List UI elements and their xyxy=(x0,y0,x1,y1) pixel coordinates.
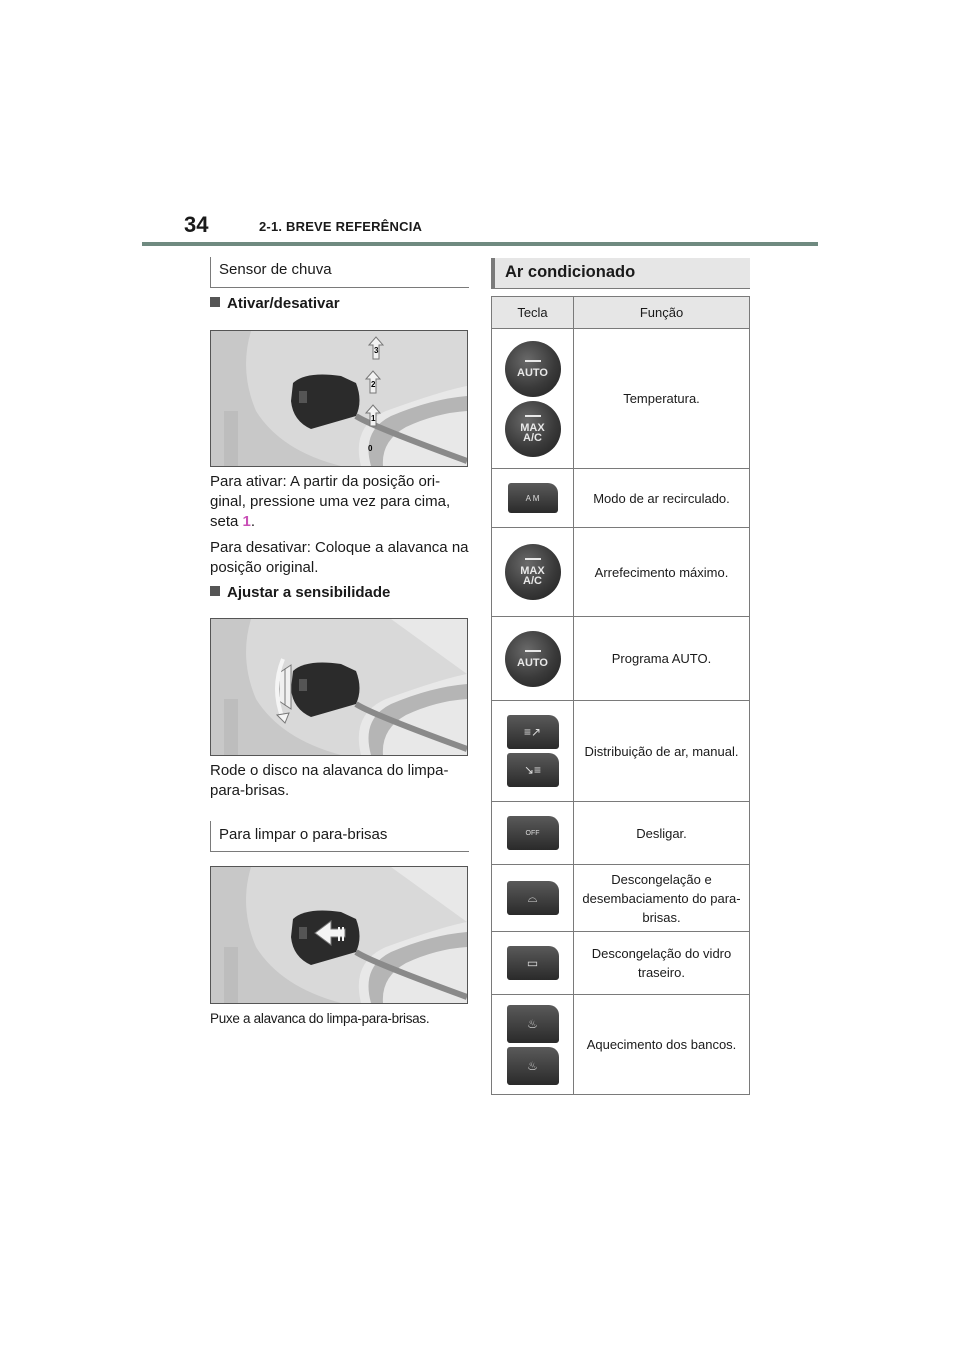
sensor-subhead: Sensor de chuva xyxy=(210,257,469,288)
function-cell: Distribuição de ar, manual. xyxy=(574,701,750,802)
ac-table xyxy=(491,296,750,1095)
seat-heating-icon: ♨ xyxy=(507,1047,559,1085)
fig1-label-1: 1 xyxy=(371,414,376,423)
activate-heading xyxy=(210,295,340,312)
key-cell xyxy=(492,528,574,617)
figure-lever-clean xyxy=(210,866,468,1004)
table-row xyxy=(492,329,750,469)
auto-button-icon xyxy=(505,631,561,687)
activate-paragraph: Para ativar: A partir da posição ori-ginal, pressione uma vez para cima, seta 1. xyxy=(210,473,451,530)
table-row xyxy=(492,469,750,528)
ac-label: A/C xyxy=(523,575,542,587)
ac-heading-rule xyxy=(491,288,750,289)
key-cell xyxy=(492,329,574,469)
auto-button-icon xyxy=(505,341,561,397)
arrow-number: 1 xyxy=(242,513,251,530)
key-cell xyxy=(492,469,574,528)
off-label: OFF xyxy=(525,829,540,837)
key-cell xyxy=(492,995,574,1095)
function-cell: Modo de ar recirculado. xyxy=(574,469,750,528)
max-ac-button-icon xyxy=(505,401,561,457)
front-defrost-icon: ⌓ xyxy=(507,881,559,915)
function-cell: Desligar. xyxy=(574,802,750,865)
fig1-label-3: 3 xyxy=(374,346,379,355)
table-row xyxy=(492,865,750,932)
fig1-label-2: 2 xyxy=(371,380,376,389)
figure-lever-activate xyxy=(210,330,468,467)
bullet-square-icon xyxy=(210,586,220,596)
air-distribution-down-icon: ↘≡ xyxy=(507,753,559,787)
function-cell: Programa AUTO. xyxy=(574,617,750,701)
sensitivity-heading-text: Ajustar a sensibilidade xyxy=(227,584,391,601)
function-cell: Descongelação e desembaciamento do para-brisas. xyxy=(574,865,750,932)
air-distribution-up-icon: ≡↗ xyxy=(507,715,559,749)
auto-label: AUTO xyxy=(517,366,548,379)
clean-subhead: Para limpar o para-brisas xyxy=(210,821,469,852)
fig1-label-0: 0 xyxy=(368,444,373,453)
max-label: MAX xyxy=(520,565,545,577)
ac-heading: Ar condicionado xyxy=(491,258,750,288)
table-row xyxy=(492,528,750,617)
key-cell xyxy=(492,802,574,865)
auto-label: AUTO xyxy=(517,656,548,669)
off-button-icon xyxy=(507,816,559,850)
section-title: 2-1. BREVE REFERÊNCIA xyxy=(259,219,423,234)
key-cell xyxy=(492,865,574,932)
sensitivity-paragraph: Rode o disco na alavanca do limpa-para-brisas. xyxy=(210,762,449,799)
activate-heading-text: Ativar/desativar xyxy=(227,295,340,312)
function-cell: Aquecimento dos bancos. xyxy=(574,995,750,1095)
seat-heating-icon: ♨ xyxy=(507,1005,559,1043)
activate-text: Para ativar: A partir da posição ori-ginal, pressione uma vez para cima, seta xyxy=(210,473,451,530)
ac-label: A/C xyxy=(523,431,542,444)
col-key-header: Tecla xyxy=(492,297,574,329)
table-row xyxy=(492,995,750,1095)
rear-defrost-icon: ▭ xyxy=(507,946,559,980)
table-row xyxy=(492,932,750,995)
page-number: 34 xyxy=(184,212,209,237)
recirculation-button-icon xyxy=(508,483,558,513)
recirc-label: A M xyxy=(525,493,540,503)
key-cell xyxy=(492,932,574,995)
function-cell: Descongelação do vidro traseiro. xyxy=(574,932,750,995)
function-cell: Arrefecimento máximo. xyxy=(574,528,750,617)
figure-lever-sensitivity xyxy=(210,618,468,756)
sensitivity-heading xyxy=(210,584,390,601)
table-row xyxy=(492,617,750,701)
function-cell: Temperatura. xyxy=(574,329,750,469)
col-function-header: Função xyxy=(574,297,750,329)
max-label: MAX xyxy=(520,421,545,434)
key-cell xyxy=(492,701,574,802)
header-rule xyxy=(142,242,818,246)
table-row xyxy=(492,701,750,802)
max-ac-button-icon xyxy=(505,544,561,600)
table-row xyxy=(492,802,750,865)
bullet-square-icon xyxy=(210,297,220,307)
clean-paragraph: Puxe a alavanca do limpa-para-brisas. xyxy=(210,1011,430,1026)
key-cell xyxy=(492,617,574,701)
deactivate-paragraph: Para desativar: Coloque a alavanca na posição original. xyxy=(210,539,469,576)
